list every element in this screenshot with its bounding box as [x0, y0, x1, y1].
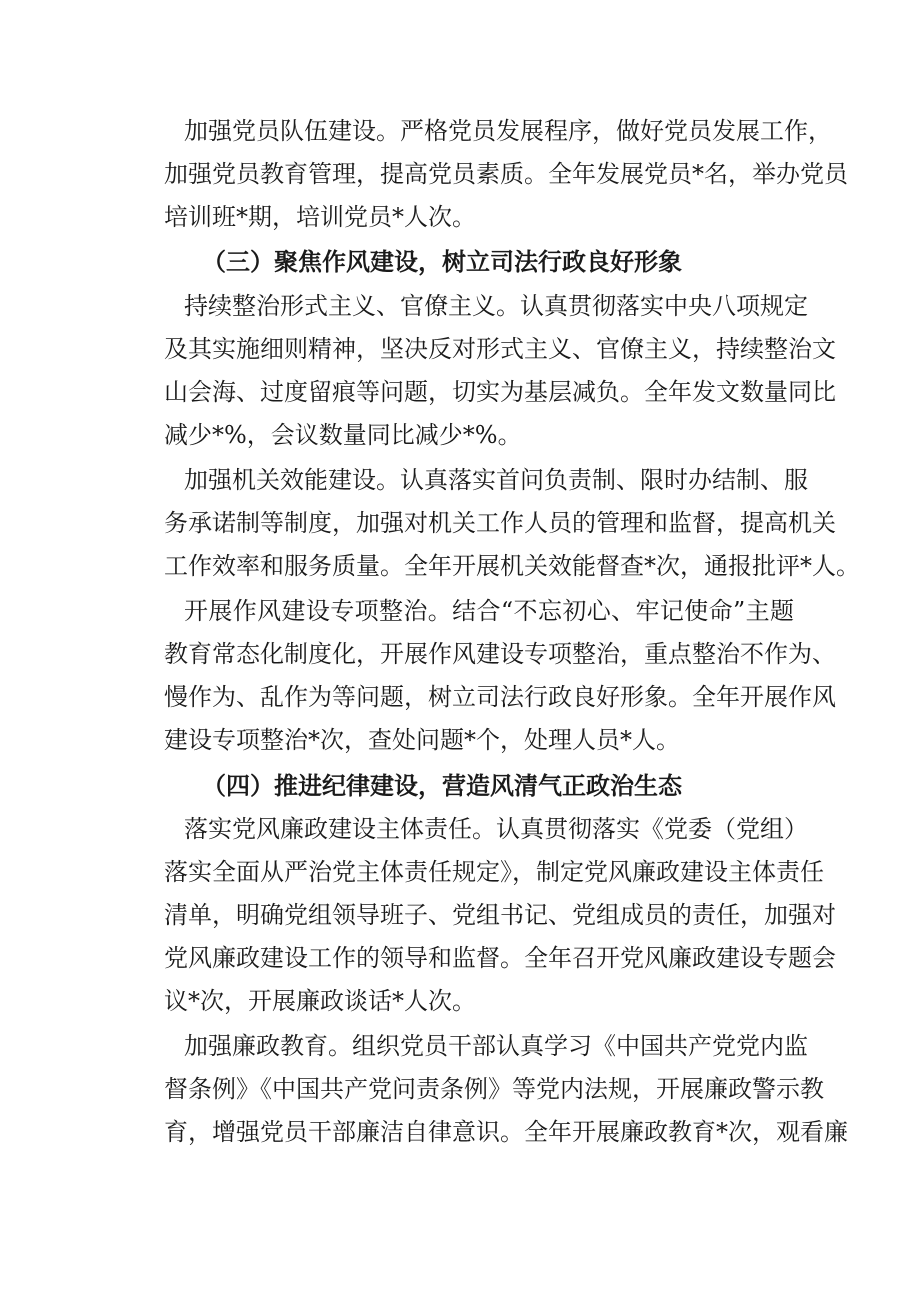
text-line: 党风廉政建设工作的领导和监督。全年召开党风廉政建设专题会 — [164, 944, 836, 972]
section-heading-three: （三）聚焦作风建设，树立司法行政良好形象 — [202, 248, 682, 276]
text-line: 建设专项整治*次，查处问题*个，处理人员*人。 — [164, 726, 680, 754]
paragraph-party-team — [164, 110, 848, 239]
paragraph-responsibility — [164, 808, 836, 1023]
text-line: 培训班*期，培训党员*人次。 — [164, 203, 476, 231]
text-line: 开展作风建设专项整治。结合“不忘初心、牢记使命”主题 — [184, 597, 794, 625]
text-line: 教育常态化制度化，开展作风建设专项整治，重点整治不作为、 — [164, 640, 836, 668]
text-line: 加强廉政教育。组织党员干部认真学习《中国共产党党内监 — [184, 1032, 808, 1060]
paragraph-style-rectification — [164, 590, 836, 762]
text-line: 务承诺制等制度，加强对机关工作人员的管理和监督，提高机关 — [164, 509, 836, 537]
text-line: 及其实施细则精神，坚决反对形式主义、官僚主义，持续整治文 — [164, 335, 836, 363]
text-line: 加强党员队伍建设。严格党员发展程序，做好党员发展工作， — [184, 117, 832, 145]
paragraph-integrity-education — [164, 1025, 848, 1154]
text-line: 持续整治形式主义、官僚主义。认真贯彻落实中央八项规定 — [184, 292, 808, 320]
text-line: 育，增强党员干部廉洁自律意识。全年开展廉政教育*次，观看廉 — [164, 1118, 848, 1146]
paragraph-efficiency — [164, 459, 860, 588]
text-line: 议*次，开展廉政谈话*人次。 — [164, 987, 476, 1015]
text-line: 落实党风廉政建设主体责任。认真贯彻落实《党委（党组） — [184, 815, 808, 843]
paragraph-formalism — [164, 285, 836, 457]
text-line: 加强机关效能建设。认真落实首问负责制、限时办结制、服 — [184, 466, 808, 494]
text-line: 工作效率和服务质量。全年开展机关效能督查*次，通报批评*人。 — [164, 552, 860, 580]
text-line: 督条例》《中国共产党问责条例》等党内法规，开展廉政警示教 — [164, 1075, 824, 1103]
text-line: 减少*%，会议数量同比减少*%。 — [164, 421, 522, 449]
text-line: 落实全面从严治党主体责任规定》，制定党风廉政建设主体责任 — [164, 858, 824, 886]
text-line: 山会海、过度留痕等问题，切实为基层减负。全年发文数量同比 — [164, 378, 836, 406]
text-line: 清单，明确党组领导班子、党组书记、党组成员的责任，加强对 — [164, 901, 836, 929]
text-line: 加强党员教育管理，提高党员素质。全年发展党员*名，举办党员 — [164, 160, 848, 188]
text-line: 慢作为、乱作为等问题，树立司法行政良好形象。全年开展作风 — [164, 683, 836, 711]
section-heading-four: （四）推进纪律建设，营造风清气正政治生态 — [202, 772, 682, 800]
